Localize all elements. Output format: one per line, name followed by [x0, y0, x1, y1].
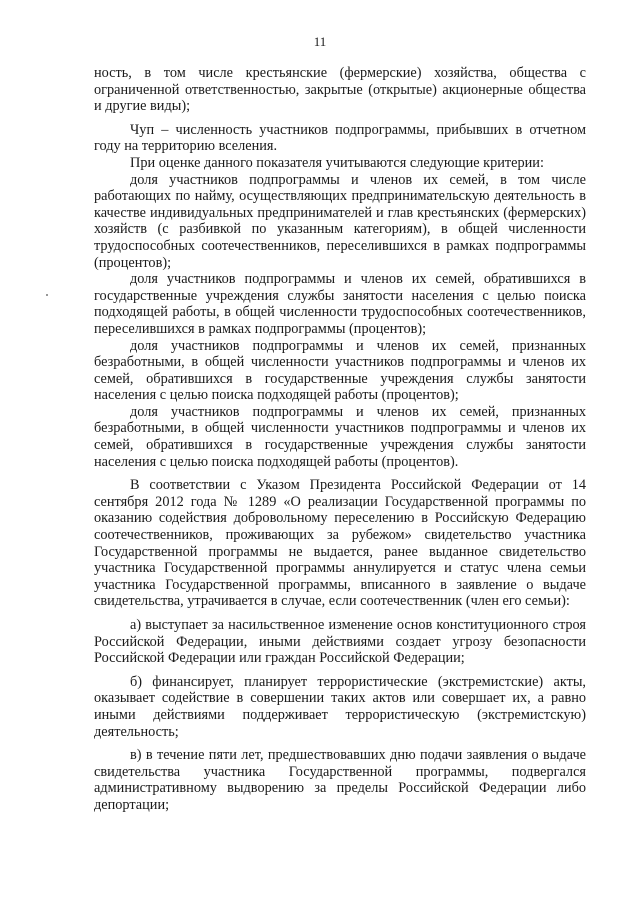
paragraph-item-a: а) выступает за насильственное изменение основ конституционного строя Российской Федерации, иными действиями создает угрозу безопасности Российской Федерации или граждан Российской Федерации;: [94, 617, 586, 667]
paragraph-decree: В соответствии с Указом Президента Российской Федерации от 14 сентября 2012 года № 1289 «О реализации Государственной программы по оказанию содействия добровольному переселению в Российскую Федерацию соотечественников, проживающих за рубежом» свидетельство участника Государственной программы не выдается, ранее выданное свидетельство участника Государственной программы аннулируется и статус члена семьи участника Государственной программы, вписанного в заявление о выдаче свидетельства, утрачивается в случае, если соотечественник (член его семьи):: [94, 477, 586, 610]
page-number: 11: [313, 34, 327, 49]
paragraph-criterion-4: доля участников подпрограммы и членов их семей, признанных безработными, в общей численности участников подпрограммы и членов их семей, обратившихся в государственные учреждения службы занятости населения с целью поиска подходящей работы (процентов).: [94, 403, 586, 470]
margin-mark: [46, 294, 48, 296]
document-body: [94, 65, 586, 814]
paragraph-definition: Чуп – численность участников подпрограммы, прибывших в отчетном году на территорию вселения.: [94, 121, 586, 155]
paragraph-item-b: б) финансирует, планирует террористические (экстремистские) акты, оказывает содействие в совершении таких актов или совершает их, а равно иными действиями поддерживает террористическую (экстремистскую) деятельность;: [94, 673, 586, 740]
paragraph-continuation: ность, в том числе крестьянские (фермерские) хозяйства, общества с ограниченной ответственностью, закрытые (открытые) акционерные общества и другие виды);: [94, 65, 586, 115]
paragraph-criterion-2: доля участников подпрограммы и членов их семей, обратившихся в государственные учреждения службы занятости населения с целью поиска подходящей работы, в общей численности трудоспособных соотечественников, переселившихся в рамках подпрограммы (процентов);: [94, 271, 586, 337]
paragraph-criterion-3: доля участников подпрограммы и членов их семей, признанных безработными, в общей численности участников подпрограммы и членов их семей, обратившихся в государственные учреждения службы занятости населения с целью поиска подходящей работы (процентов);: [94, 337, 586, 404]
paragraph-criteria-intro: При оценке данного показателя учитываются следующие критерии:: [130, 154, 544, 171]
paragraph-criterion-1: доля участников подпрограммы и членов их семей, в том числе работающих по найму, осуществляющих предпринимательскую деятельность в качестве индивидуальных предпринимателей и глав крестьянских (фермерских) хозяйств (с разбивкой по указанным категориям), в общей численности трудоспособных соотечественников, переселившихся в рамках подпрограммы (процентов);: [94, 171, 586, 271]
paragraph-item-c: в) в течение пяти лет, предшествовавших дню подачи заявления о выдаче свидетельства участника Государственной программы, подвергался административному выдворению за пределы Российской Федерации либо депортации;: [94, 747, 586, 813]
